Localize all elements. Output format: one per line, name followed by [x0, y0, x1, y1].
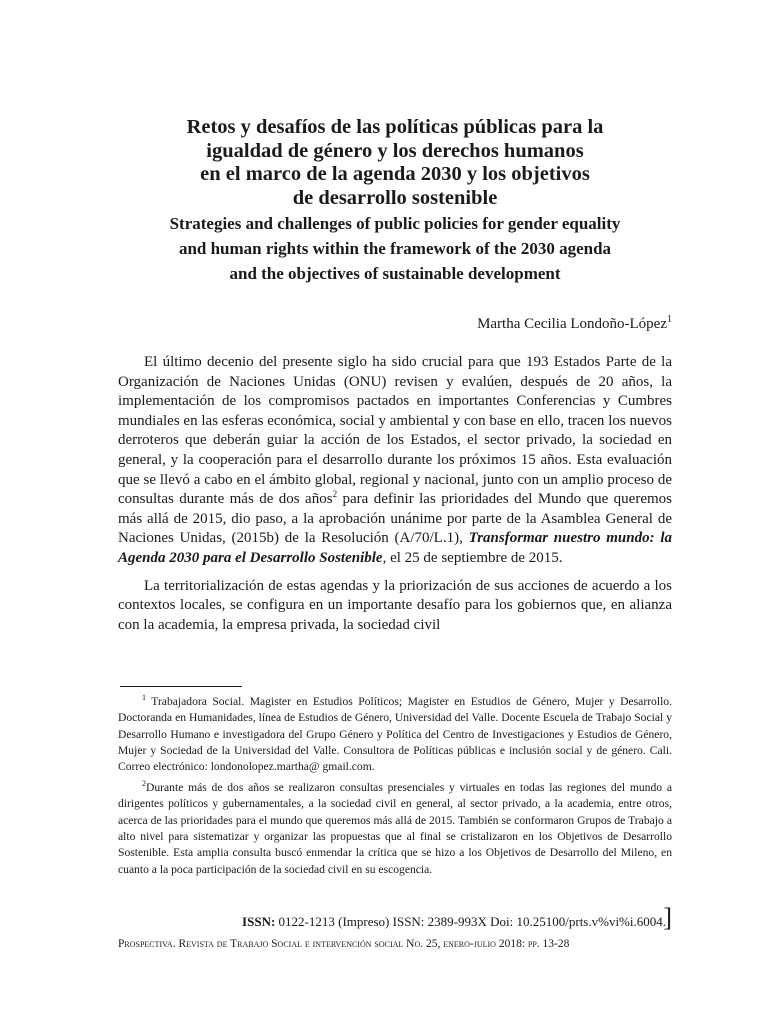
- title-spanish: [118, 116, 672, 210]
- title-english: [118, 211, 672, 286]
- title-es-line: de desarrollo sostenible: [292, 186, 498, 209]
- resolution-title: Transformar nuestro mundo: la Agenda 2030 para el Desarrollo Sostenible: [118, 530, 672, 566]
- footnote-text: Trabajadora Social. Magister en Estudios Políticos; Magister en Estudios de Género, Mujer y Desarrollo. Doctoranda en Humanidades, línea de Estudios de Género, Universidad del Valle. Docente Escuela de Trabajo Social y Desarrollo Humano e investigadora del Grupo Género y Política del Centro de Investigaciones y Estudios de Género, Mujer y Sociedad de la Universidad del Valle. Consultora de Políticas públicas e inclusión social y de género. Cali. Correo electrónico: londonolopez.martha@ gmail.com.: [118, 694, 672, 774]
- article-body: [118, 353, 672, 643]
- author-name: Martha Cecilia Londoño-López: [477, 316, 667, 332]
- footnote-number: 1: [142, 693, 146, 702]
- journal-running-footer: Prospectiva. Revista de Trabajo Social e intervención social No. 25, enero-julio 2018: pp. 13-28: [118, 938, 570, 950]
- paragraph: La territorialización de estas agendas y la priorización de sus acciones de acuerdo a los contextos locales, se configura en un importante desafío para los gobiernos que, en alianza con la academia, la empresa privada, la sociedad civil: [118, 577, 672, 633]
- article-page: [118, 0, 672, 1024]
- footnote: [118, 690, 672, 776]
- page-bracket: ]: [663, 903, 672, 932]
- paragraph: [118, 353, 672, 569]
- issn-text: 0122-1213 (Impreso) ISSN: 2389-993X Doi: 10.25100/prts.v%vi%i.6004.: [275, 914, 666, 929]
- title-en-line: and the objectives of sustainable development: [229, 264, 561, 283]
- paragraph-text: para definir las prioridades del Mundo que queremos más allá de 2015, dio paso, a la aprobación unánime por parte de la Asamblea General de Naciones Unidas, (2015b) de la Resolución (A/70/L.1),: [118, 491, 672, 547]
- issn-label: ISSN:: [242, 914, 276, 929]
- paragraph-text: El último decenio del presente siglo ha sido crucial para que 193 Estados Parte de la Organización de Naciones Unidas (ONU) revisen y evalúen, después de 20 años, la implementación de los compromisos pactados en importantes Conferencias y Cumbres mundiales en las esferas económica, social y ambiental y con base en ello, tracen los nuevos derroteros que deberán guiar la acción de los Estados, el sector privado, la sociedad en general, y la cooperación para el desarrollo durante los próximos 15 años. Esta evaluación que se llevó a cabo en el ámbito global, regional y nacional, junto con un amplio proceso de consultas durante más de dos años: [118, 354, 672, 508]
- title-es-line: Retos y desafíos de las políticas públicas para la: [186, 116, 604, 138]
- footnote-text: Durante más de dos años se realizaron consultas presenciales y virtuales en todas las regiones del mundo a dirigentes políticos y gubernamentales, a la sociedad civil en general, al sector privado, a la academia, entre otros, acerca de las prioridades para el mundo que queremos más allá de 2015. También se conformaron Grupos de Trabajo a alto nivel para sistematizar y organizar las propuestas que al final se cristalizaron en los Objetivos de Desarrollo Sostenible. Esta amplia consulta buscó enmendar la crítica que se hizo a los Objetivos de Desarrollo del Mileno, en cuanto a la poca participación de la sociedad civil en su escogencia.: [118, 780, 672, 876]
- issn-line: [242, 912, 666, 932]
- footnotes: [118, 690, 672, 878]
- footnote-divider: [120, 686, 242, 687]
- title-es-line: en el marco de la agenda 2030 y los objetivos: [200, 163, 590, 185]
- title-es-line: igualdad de género y los derechos humanos: [206, 139, 584, 162]
- paragraph-text: , el 25 de septiembre de 2015.: [382, 549, 563, 566]
- title-en-line: and human rights within the framework of the 2030 agenda: [178, 239, 612, 258]
- author-line: [477, 310, 672, 334]
- footnote-ref-2[interactable]: 2: [332, 489, 338, 500]
- title-en-line: Strategies and challenges of public policies for gender equality: [169, 214, 621, 233]
- footnote: [118, 776, 672, 878]
- footnote-number: 2: [142, 778, 146, 788]
- footnote-ref-1[interactable]: 1: [667, 314, 672, 325]
